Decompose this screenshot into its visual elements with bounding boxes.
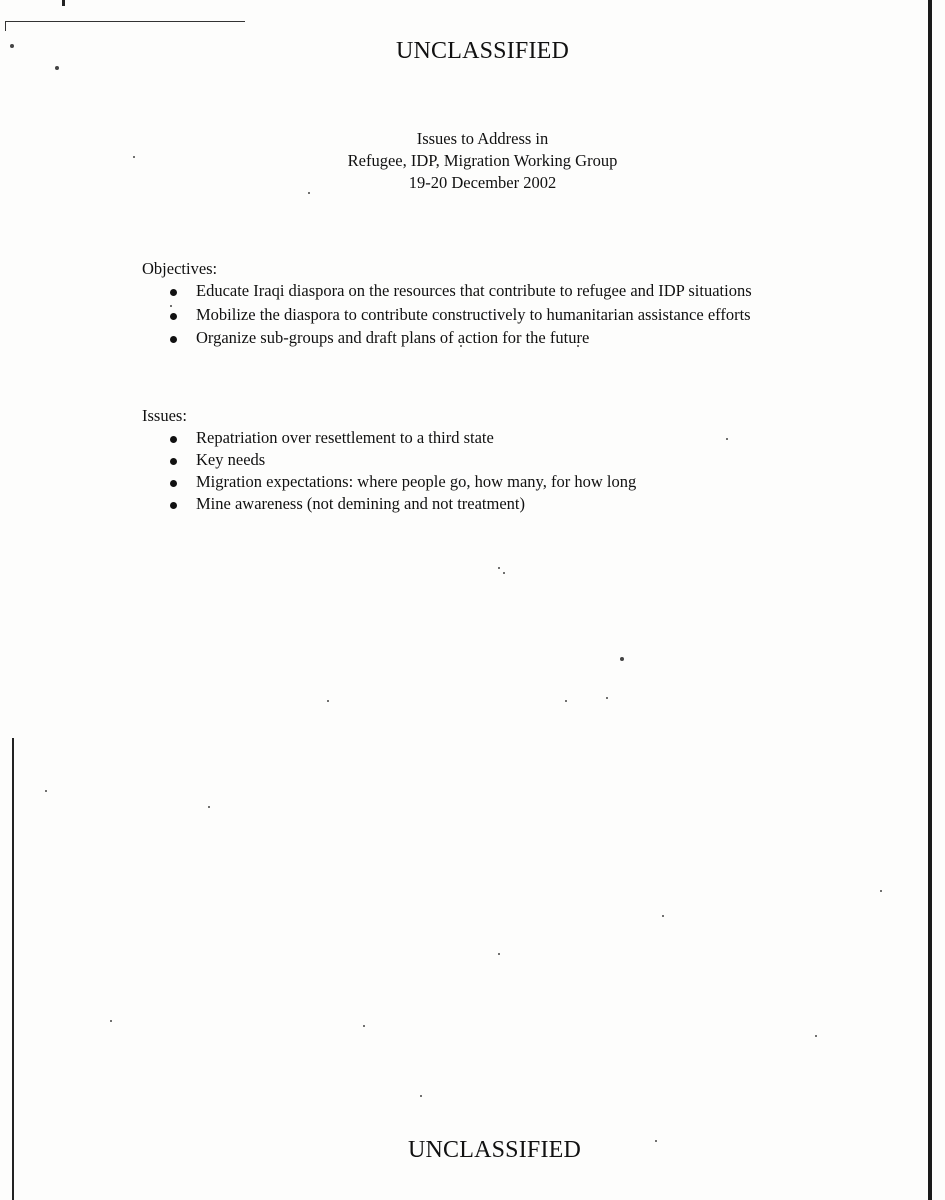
scan-speck <box>662 915 664 917</box>
title-line-1: Issues to Address in <box>416 129 549 148</box>
scan-speck <box>55 66 59 70</box>
bullet-icon <box>170 313 177 320</box>
scan-speck <box>363 1025 365 1027</box>
scan-speck <box>45 790 47 792</box>
bullet-icon <box>170 458 177 465</box>
scan-speck <box>110 1020 112 1022</box>
scan-edge-top <box>5 21 245 22</box>
list-item <box>142 471 782 493</box>
issues-list <box>142 427 782 515</box>
issue-text: Migration expectations: where people go, how many, for how long <box>196 472 637 491</box>
issues-section <box>142 405 782 515</box>
scan-speck <box>880 890 882 892</box>
list-item <box>142 280 782 302</box>
objectives-heading: Objectives: <box>142 259 218 278</box>
scan-speck <box>606 697 608 699</box>
bullet-icon <box>170 480 177 487</box>
scan-speck <box>208 806 210 808</box>
scan-edge-tick <box>5 21 6 31</box>
issues-heading: Issues: <box>142 406 187 425</box>
scan-speck <box>620 657 624 661</box>
issue-text: Repatriation over resettlement to a third state <box>196 428 494 447</box>
bullet-icon <box>170 289 177 296</box>
issue-text: Mine awareness (not demining and not treatment) <box>196 494 525 513</box>
scan-mark <box>62 0 65 6</box>
scan-speck <box>565 700 567 702</box>
title-line-2: Refugee, IDP, Migration Working Group <box>347 151 618 170</box>
scan-speck <box>420 1095 422 1097</box>
title-line-3: 19-20 December 2002 <box>408 173 557 192</box>
document-title <box>0 128 945 194</box>
bullet-icon <box>170 502 177 509</box>
scan-speck <box>498 953 500 955</box>
objectives-list <box>142 280 782 349</box>
list-item <box>142 493 782 515</box>
list-item <box>142 304 782 326</box>
objective-text: Educate Iraqi diaspora on the resources that contribute to refugee and IDP situations <box>196 281 752 300</box>
scan-edge-left <box>12 738 14 1200</box>
bullet-icon <box>170 436 177 443</box>
issue-text: Key needs <box>196 450 266 469</box>
objective-text: Organize sub-groups and draft plans of action for the future <box>196 328 590 347</box>
classification-footer: UNCLASSIFIED <box>407 1137 582 1163</box>
classification-header: UNCLASSIFIED <box>395 38 570 64</box>
objectives-section <box>142 258 782 351</box>
objective-text: Mobilize the diaspora to contribute constructively to humanitarian assistance efforts <box>196 304 751 324</box>
list-item <box>142 427 782 449</box>
scan-speck <box>503 572 505 574</box>
bullet-icon <box>170 336 177 343</box>
list-item <box>142 449 782 471</box>
list-item <box>142 327 782 349</box>
scan-speck <box>327 700 329 702</box>
scan-speck <box>498 567 500 569</box>
scan-speck <box>815 1035 817 1037</box>
